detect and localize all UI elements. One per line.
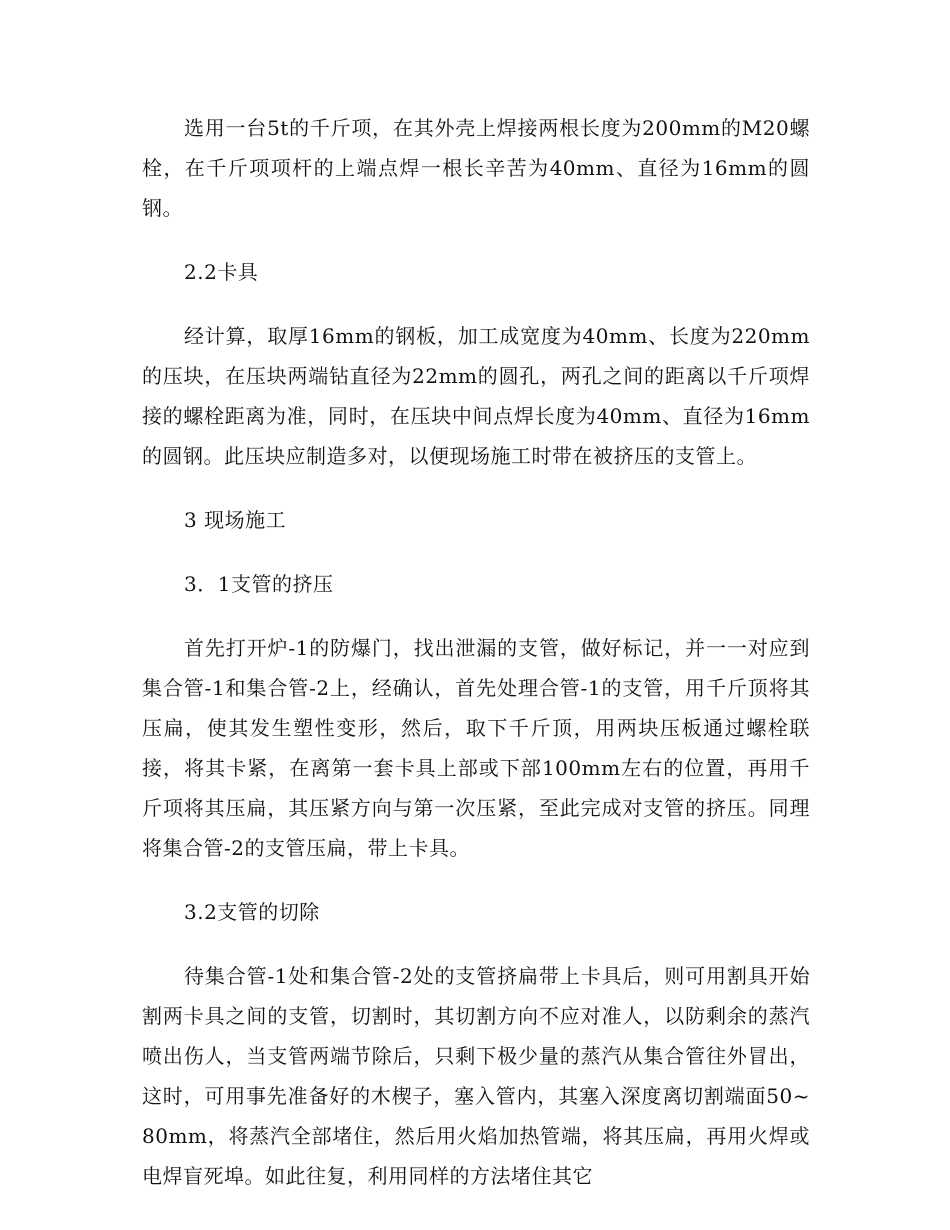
paragraph-jack-description: 选用一台5t的千斤项，在其外壳上焊接两根长度为200mm的M20螺栓，在千斤项项杆的上端点焊一根长辛苦为40mm、直径为16mm的圆钢。 (142, 116, 810, 220)
section-heading-3: 3 现场施工 (184, 508, 287, 532)
section-heading-2-2: 2.2卡具 (184, 260, 259, 284)
section-heading-3-1: 3．1支管的挤压 (184, 572, 334, 596)
paragraph-clamp-description: 经计算，取厚16mm的钢板，加工成宽度为40mm、长度为220mm的压块，在压块两端钻直径为22mm的圆孔，两孔之间的距离以千斤项焊接的螺栓距离为准，同时，在压块中间点焊长度为40mm、直径为16mm的圆钢。此压块应制造多对，以便现场施工时带在被挤压的支管上。 (142, 324, 810, 468)
section-heading-3-2: 3.2支管的切除 (184, 900, 320, 924)
paragraph-pipe-cutting: 待集合管-1处和集合管-2处的支管挤扁带上卡具后，则可用割具开始割两卡具之间的支管，切割时，其切割方向不应对准人，以防剩余的蒸汽喷出伤人，当支管两端节除后，只剩下极少量的蒸汽从集合管往外冒出，这时，可用事先准备好的木楔子，塞入管内，其塞入深度离切割端面50~80mm，将蒸汽全部堵住，然后用火焰加热管端，将其压扁，再用火焊或电焊盲死埠。如此往复，利用同样的方法堵住其它 (142, 964, 810, 1188)
paragraph-pipe-squeezing: 首先打开炉-1的防爆门，找出泄漏的支管，做好标记，并一一对应到集合管-1和集合管-2上，经确认，首先处理合管-1的支管，用千斤顶将其压扁，使其发生塑性变形，然后，取下千斤顶，用两块压板通过螺栓联接，将其卡紧，在离第一套卡具上部或下部100mm左右的位置，再用千斤项将其压扁，其压紧方向与第一次压紧，至此完成对支管的挤压。同理将集合管-2的支管压扁，带上卡具。 (142, 636, 810, 860)
document-body (142, 108, 810, 1220)
